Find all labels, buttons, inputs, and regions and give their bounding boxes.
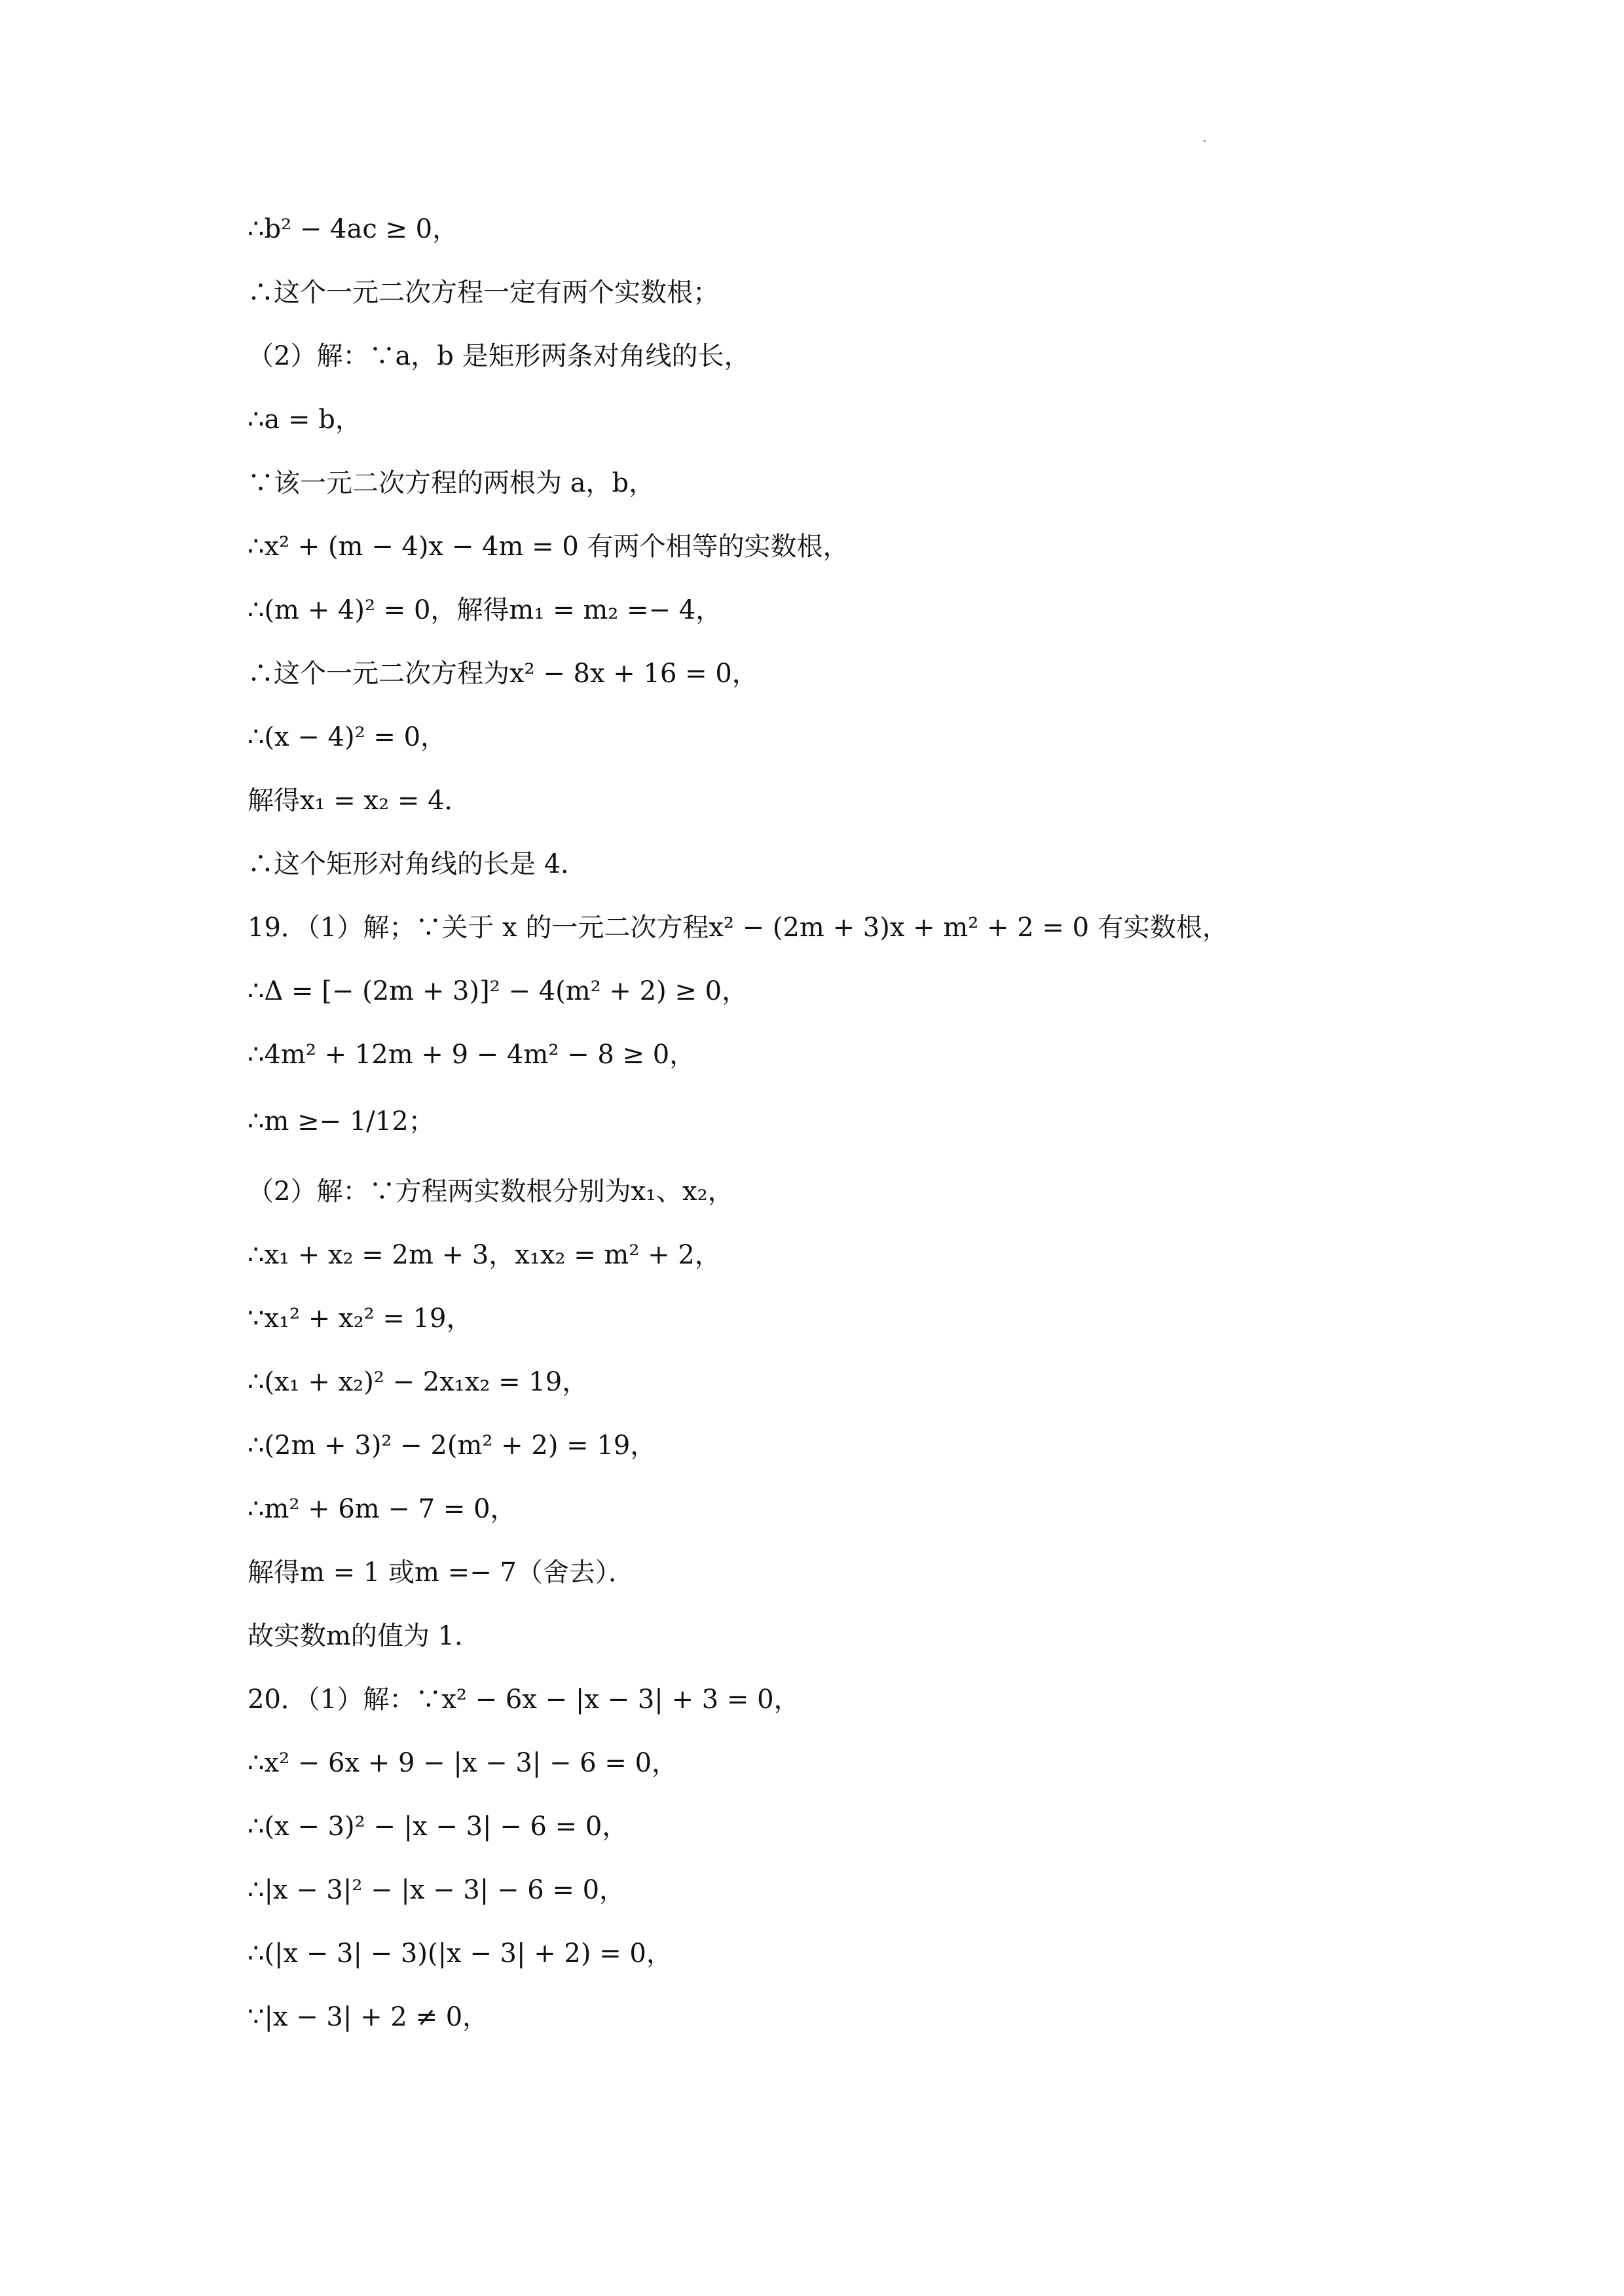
solution-line: ∴x² − 6x + 9 − |x − 3| − 6 = 0， [248, 1748, 678, 1778]
solution-line: ∴(2m + 3)² − 2(m² + 2) = 19， [248, 1430, 657, 1461]
solution-line: ∴这个一元二次方程为x² − 8x + 16 = 0， [248, 659, 758, 689]
problem-20-heading: 20．（1）解：∵x² − 6x − |x − 3| + 3 = 0， [248, 1685, 800, 1715]
solution-line: ∴Δ = [− (2m + 3)]² − 4(m² + 2) ≥ 0， [248, 976, 748, 1006]
solution-line: ∴(|x − 3| − 3)(|x − 3| + 2) = 0， [248, 1939, 673, 1969]
solution-line: ∴x² + (m − 4)x − 4m = 0 有两个相等的实数根， [248, 532, 849, 562]
solution-line: ∴这个矩形对角线的长是 4． [248, 849, 587, 879]
solution-line: ∴4m² + 12m + 9 − 4m² − 8 ≥ 0， [248, 1040, 696, 1070]
solution-line: ∴m ≥− 1/12； [248, 1106, 435, 1137]
solution-line: 故实数m的值为 1． [248, 1621, 481, 1651]
solution-line: ∵该一元二次方程的两根为 a，b， [248, 468, 655, 498]
solution-line: ∴x₁ + x₂ = 2m + 3，x₁x₂ = m² + 2， [248, 1240, 721, 1270]
solution-line: ∴(x₁ + x₂)² − 2x₁x₂ = 19， [248, 1367, 589, 1397]
solution-line: （2）解：∵方程两实数根分别为x₁、x₂， [248, 1176, 734, 1207]
solution-line: ∴b² − 4ac ≥ 0， [248, 214, 459, 244]
page-corner-mark [1204, 140, 1206, 142]
solution-line: ∵|x − 3| + 2 ≠ 0， [248, 2002, 489, 2032]
solution-line: （2）解：∵a，b 是矩形两条对角线的长， [248, 341, 750, 371]
solution-line: ∴|x − 3|² − |x − 3| − 6 = 0， [248, 1875, 626, 1905]
solution-line: 解得m = 1 或m =− 7（舍去）． [248, 1558, 635, 1588]
solution-line: ∴(x − 4)² = 0， [248, 722, 447, 752]
solution-line: ∴(x − 3)² − |x − 3| − 6 = 0， [248, 1812, 629, 1842]
solution-line: ∴a = b， [248, 405, 361, 435]
solution-line: ∴(m + 4)² = 0，解得m₁ = m₂ =− 4， [248, 595, 722, 625]
problem-19-heading: 19．（1）解；∵关于 x 的一元二次方程x² − (2m + 3)x + m² + 2 = 0 有实数根， [248, 913, 1228, 943]
solution-line: ∵x₁² + x₂² = 19， [248, 1303, 473, 1334]
solution-line: 解得x₁ = x₂ = 4． [248, 786, 471, 816]
solution-line: ∴m² + 6m − 7 = 0， [248, 1494, 517, 1524]
solution-line: ∴这个一元二次方程一定有两个实数根； [248, 278, 719, 308]
